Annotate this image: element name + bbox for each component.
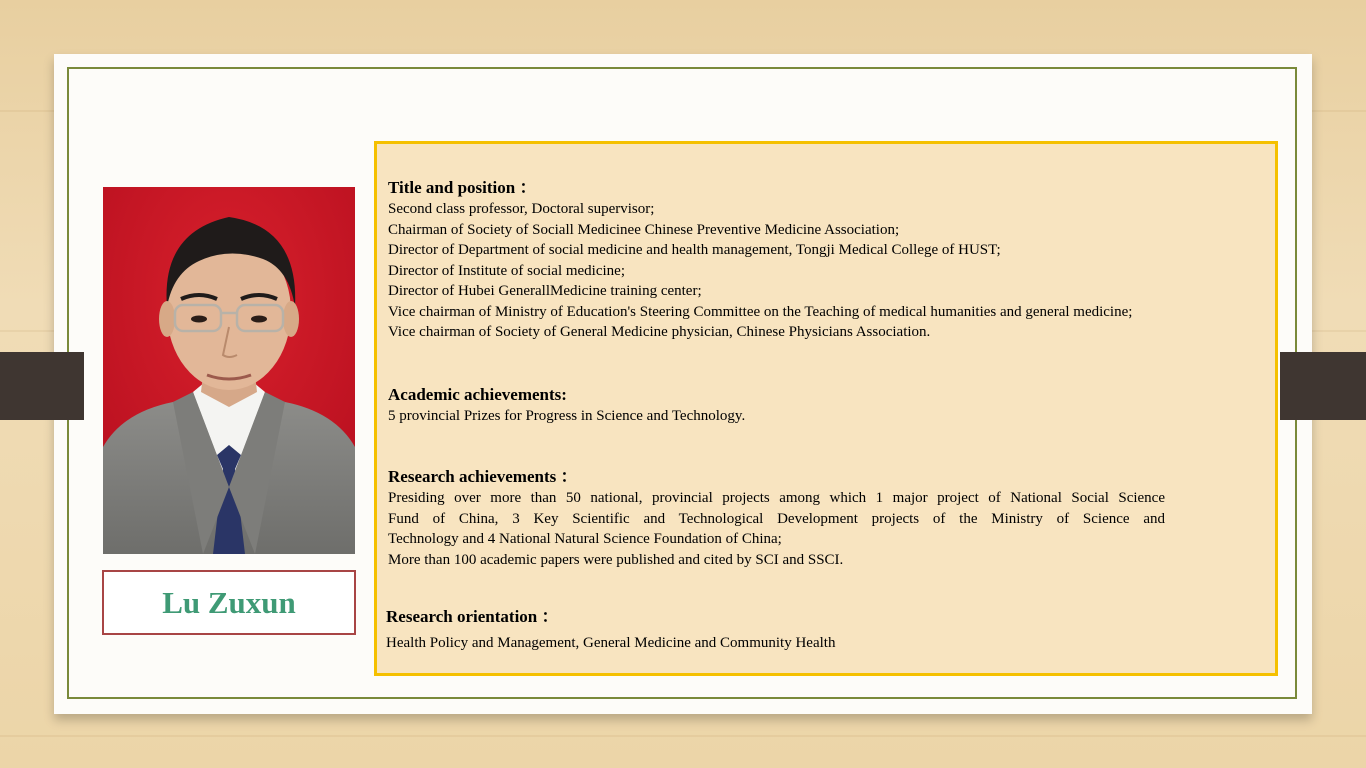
text-line: Chairman of Society of Sociall Medicinee Chinese Preventive Medicine Association; [388,221,900,238]
left-tab [0,352,84,420]
section-heading: Title and position ： [388,178,537,197]
title-position-section [388,177,1261,343]
text-line: Vice chairman of Ministry of Education's Steering Committee on the Teaching of medical humanities and general medicine; [388,303,1133,320]
text-line: Presiding over more than 50 national, provincial projects among which 1 major project of National Social Science [388,490,1165,506]
wood-grain [0,735,1366,737]
academic-section [388,384,1261,427]
text-line: Second class professor, Doctoral supervisor; [388,201,655,217]
text-line: Technology and 4 National Natural Science Foundation of China; [388,531,782,547]
text-line: Director of Institute of social medicine; [388,262,626,279]
info-panel [374,141,1278,676]
portrait-illustration [103,187,355,554]
text-line: Director of Department of social medicine and health management, Tongji Medical College of HUST; [388,242,1001,258]
name-box [102,570,356,635]
text-line: Director of Hubei GenerallMedicine training center; [388,283,702,299]
portrait-photo [103,187,355,554]
text-line: Fund of China, 3 Key Scientific and Technological Development projects of the Ministry of Science and [388,510,1165,527]
section-heading: Research orientation ： [386,607,559,626]
right-tab [1280,352,1366,420]
text-line: 5 provincial Prizes for Progress in Science and Technology. [388,408,746,424]
text-line: More than 100 academic papers were published and cited by SCI and SSCI. [388,551,844,568]
text-line: Vice chairman of Society of General Medicine physician, Chinese Physicians Association. [388,324,931,340]
person-name: Lu Zuxun [162,584,296,620]
text-line: Health Policy and Management, General Medicine and Community Health [386,635,836,651]
orientation-section [386,606,1261,654]
section-heading: Academic achievements: [388,385,567,404]
section-heading: Research achievements ： [388,467,578,486]
research-section [388,466,1165,570]
